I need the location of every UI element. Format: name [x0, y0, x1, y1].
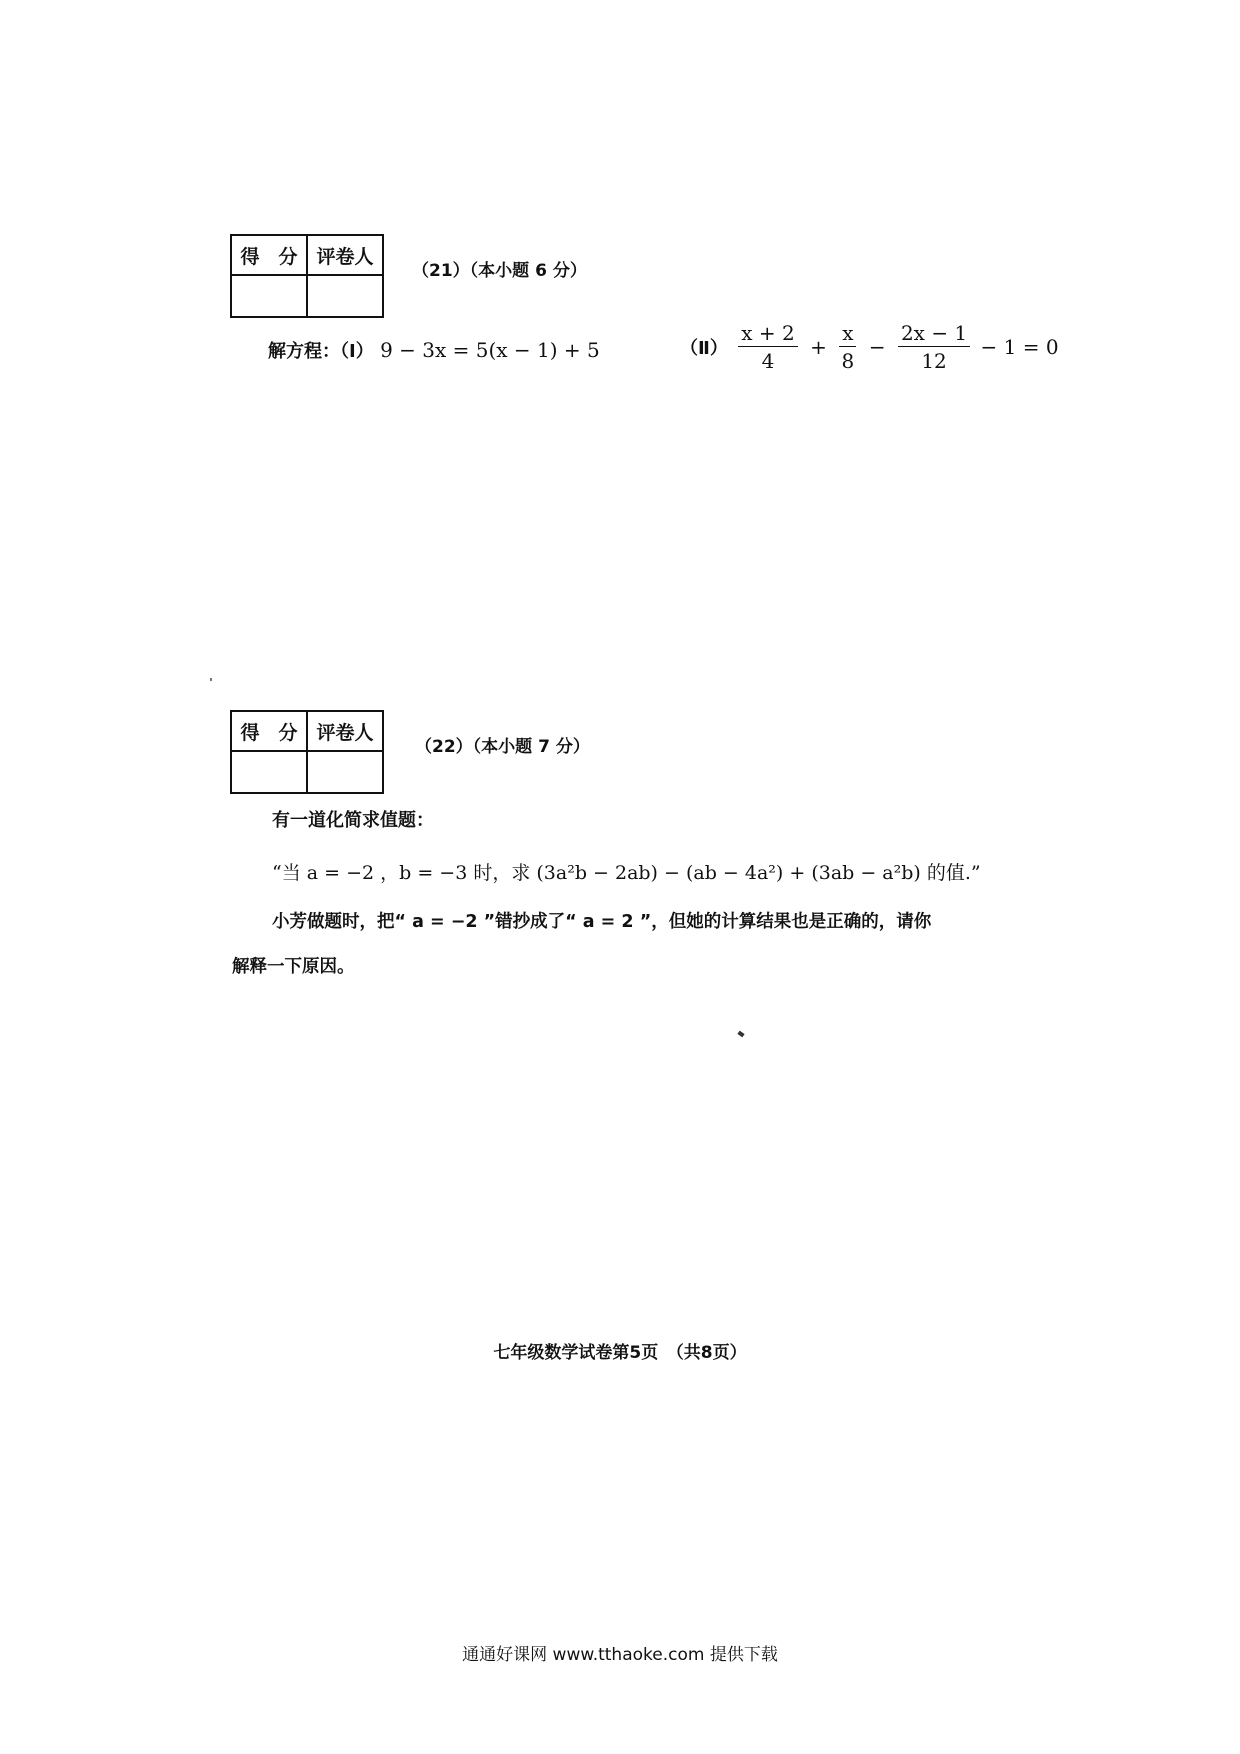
part2-label: （Ⅱ） [680, 338, 728, 359]
question-22-title: （22）（本小题 7 分） [415, 737, 590, 757]
source-credit: 通通好课网 www.tthaoke.com 提供下载 [462, 1645, 778, 1665]
question-22-line1: 小芳做题时，把“ a = −2 ”错抄成了“ a = 2 ”，但她的计算结果也是正确的，请你 [272, 912, 932, 932]
scan-speck [737, 1031, 744, 1038]
operator-plus: + [810, 335, 827, 359]
grader-cell [307, 275, 383, 317]
fraction-3-numerator: 2x − 1 [898, 322, 970, 347]
question-22-line2: 解释一下原因。 [232, 957, 355, 977]
part1-label: （Ⅰ） [340, 341, 374, 362]
fraction-2 [839, 322, 856, 372]
score-cell [231, 751, 307, 793]
fraction-2-denominator: 8 [841, 349, 855, 373]
equation-tail: − 1 = 0 [980, 335, 1059, 359]
grader-label: 评卷人 [307, 711, 383, 751]
fraction-1 [738, 322, 797, 372]
grader-cell [307, 751, 383, 793]
fraction-1-denominator: 4 [761, 349, 775, 373]
question-22-intro: 有一道化简求值题： [272, 810, 434, 831]
score-box-q22 [230, 710, 384, 794]
question-21-part1 [268, 337, 600, 363]
score-box-q21 [230, 234, 384, 318]
grader-label: 评卷人 [307, 235, 383, 275]
fraction-1-numerator: x + 2 [738, 322, 797, 347]
solve-prompt: 解方程： [268, 341, 340, 362]
score-label: 得 分 [231, 711, 307, 751]
question-21-title: （21）（本小题 6 分） [412, 261, 587, 281]
score-cell [231, 275, 307, 317]
question-22-quote: “当 a = −2 ，b = −3 时，求 (3a²b − 2ab) − (ab − 4a²) + (3ab − a²b) 的值.” [272, 862, 981, 884]
scan-speck [210, 678, 212, 681]
score-label: 得 分 [231, 235, 307, 275]
question-21-part2 [680, 322, 1059, 372]
fraction-3-denominator: 12 [921, 349, 947, 373]
fraction-3 [898, 322, 970, 372]
operator-minus: − [868, 335, 886, 359]
page-info: 七年级数学试卷第5页 （共8页） [493, 1343, 747, 1363]
part1-equation: 9 − 3x = 5(x − 1) + 5 [380, 338, 600, 362]
fraction-2-numerator: x [839, 322, 856, 347]
